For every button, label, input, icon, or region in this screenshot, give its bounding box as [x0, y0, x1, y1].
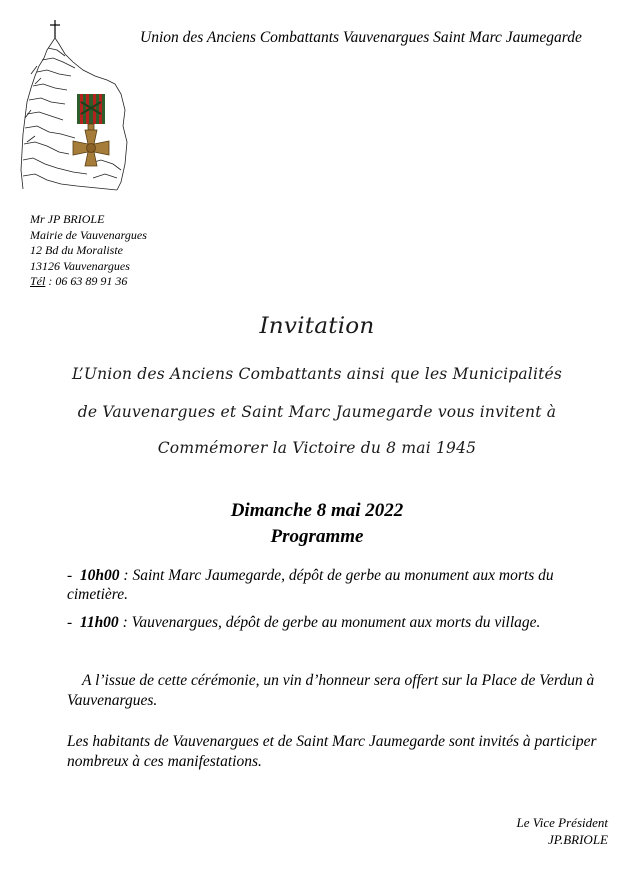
medal-ribbon [77, 94, 105, 124]
invite-paragraph: Les habitants de Vauvenargues et de Saint Marc Jaumegarde sont invités à participer nombreux à ces manifestations. [67, 733, 597, 770]
programme-heading: Programme [270, 526, 364, 547]
phone-number: : 06 63 89 91 36 [45, 274, 128, 288]
sender-address [30, 212, 147, 290]
signature-role: Le Vice Président [516, 815, 608, 830]
sender-phone [30, 274, 147, 290]
event-date: Dimanche 8 mai 2022 [230, 500, 404, 521]
program-text: : Vauvenargues, dépôt de gerbe au monument aux morts du village. [118, 614, 541, 631]
summit-cross-icon [50, 20, 60, 38]
organization-title: Union des Anciens Combattants Vauvenargues Saint Marc Jaumegarde [140, 29, 582, 46]
invitation-line-2: de Vauvenargues et Saint Marc Jaumegarde vous invitent à [77, 403, 557, 421]
croix-de-guerre-icon [73, 124, 109, 166]
program-time: 10h00 [79, 567, 120, 584]
logo-mountain-medal [17, 14, 129, 204]
invitation-line-3: Commémorer la Victoire du 8 mai 1945 [157, 439, 477, 457]
program-item: - 11h00 : Vauvenargues, dépôt de gerbe au monument aux morts du village. [67, 614, 541, 631]
sender-name: Mr JP BRIOLE [30, 212, 105, 226]
invitation-line-1: L’Union des Anciens Combattants ainsi que les Municipalités [71, 365, 563, 383]
program-time: 11h00 [79, 614, 119, 631]
reception-paragraph: A l’issue de cette cérémonie, un vin d’honneur sera offert sur la Place de Verdun à Vauvenargues. [67, 672, 595, 709]
sender-line-1: Mairie de Vauvenargues [30, 227, 147, 242]
phone-label: Tél [30, 274, 46, 288]
mountain-sketch [21, 38, 127, 190]
sender-line-3: 13126 Vauvenargues [30, 258, 130, 273]
signature-name: JP.BRIOLE [547, 832, 608, 847]
sender-line-2: 12 Bd du Moraliste [30, 243, 123, 257]
program-item: - 10h00 : Saint Marc Jaumegarde, dépôt de gerbe au monument aux morts du cimetière. [67, 567, 554, 603]
invitation-title: Invitation [259, 314, 375, 339]
program-text: : Saint Marc Jaumegarde, dépôt de gerbe au monument aux morts du cimetière. [67, 567, 554, 603]
